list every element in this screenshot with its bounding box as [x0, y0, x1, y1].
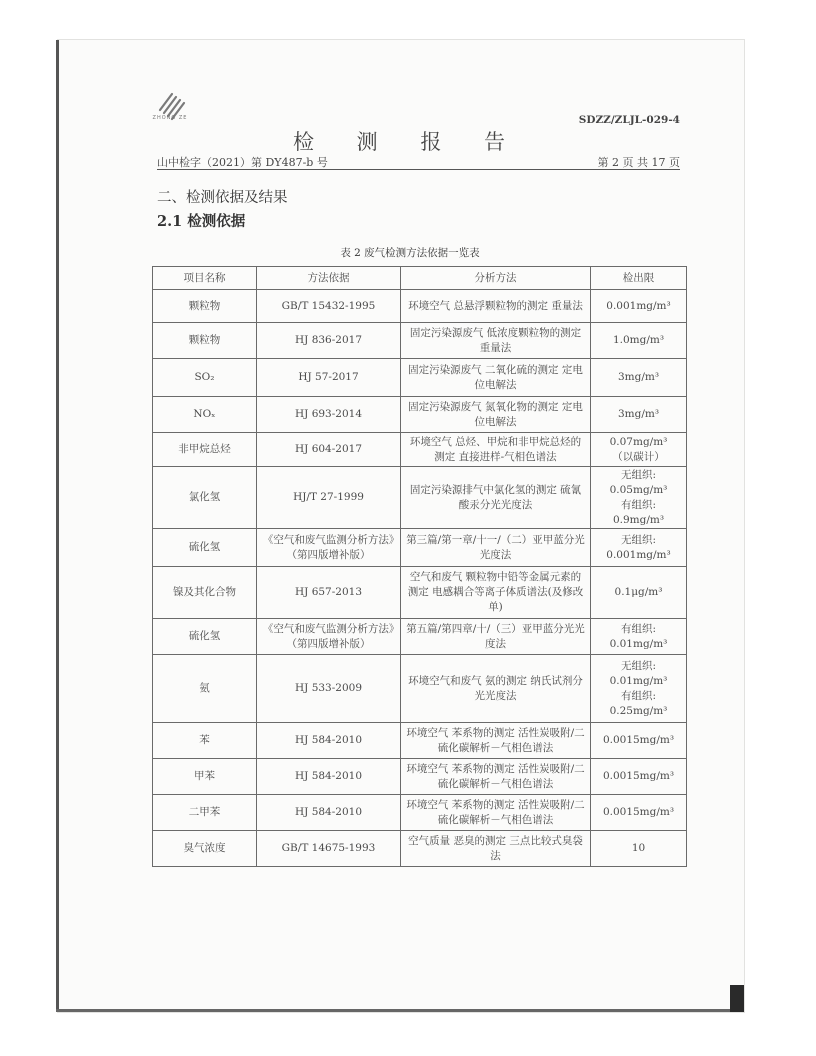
- page-edge-left: [56, 40, 59, 1012]
- standard-cell: HJ 604-2017: [257, 433, 401, 467]
- table-row: [153, 467, 687, 529]
- limit-value: 0.01mg/m³: [609, 637, 668, 650]
- limit-cell: 0.0015mg/m³: [591, 723, 687, 759]
- standard-cell: HJ 57-2017: [257, 359, 401, 397]
- header-limit: 检出限: [591, 267, 687, 290]
- limit-cell: [591, 467, 687, 529]
- limit-value: 0.25mg/m³: [609, 704, 668, 717]
- method-cell: 固定污染源废气 低浓度颗粒物的测定 重量法: [401, 323, 591, 359]
- table-row: [153, 529, 687, 567]
- item-cell: 臭气浓度: [153, 831, 257, 867]
- limit-label: 有组织:: [620, 689, 657, 702]
- document-code: SDZZ/ZLJL-029-4: [578, 114, 680, 126]
- item-cell: 镍及其化合物: [153, 567, 257, 619]
- item-cell: 颗粒物: [153, 323, 257, 359]
- item-cell: 二甲苯: [153, 795, 257, 831]
- item-cell: 苯: [153, 723, 257, 759]
- table-row: [153, 397, 687, 433]
- method-cell: 空气质量 恶臭的测定 三点比较式臭袋法: [401, 831, 591, 867]
- limit-cell: 0.1μg/m³: [591, 567, 687, 619]
- limit-cell: 3mg/m³: [591, 397, 687, 433]
- standard-cell: HJ 836-2017: [257, 323, 401, 359]
- table-row: [153, 795, 687, 831]
- limit-cell: [591, 529, 687, 567]
- item-cell: 硫化氢: [153, 619, 257, 655]
- page-edge-bottom: [56, 1009, 744, 1012]
- limit-cell: [591, 433, 687, 467]
- table-row: [153, 323, 687, 359]
- method-cell: 环境空气 苯系物的测定 活性炭吸附/二硫化碳解析－气相色谱法: [401, 795, 591, 831]
- limit-label: 无组织:: [620, 533, 657, 546]
- table-row: [153, 723, 687, 759]
- limit-cell: 10: [591, 831, 687, 867]
- subsection-title: 2.1 检测依据: [157, 213, 246, 230]
- item-cell: NOₓ: [153, 397, 257, 433]
- limit-cell: 1.0mg/m³: [591, 323, 687, 359]
- limit-label: 无组织:: [620, 468, 657, 481]
- section-title: 二、检测依据及结果: [157, 190, 288, 206]
- limit-label: 有组织:: [620, 498, 657, 511]
- report-title: 检 测 报 告: [292, 130, 524, 154]
- table-row: [153, 655, 687, 723]
- standard-cell: HJ 657-2013: [257, 567, 401, 619]
- limit-cell: 3mg/m³: [591, 359, 687, 397]
- item-cell: 非甲烷总烃: [153, 433, 257, 467]
- table-row: [153, 831, 687, 867]
- header-method: 分析方法: [401, 267, 591, 290]
- logo-text: ZHONG ZE: [152, 115, 188, 121]
- standard-cell: HJ 533-2009: [257, 655, 401, 723]
- limit-cell: [591, 619, 687, 655]
- item-cell: 甲苯: [153, 759, 257, 795]
- table-row: [153, 290, 687, 323]
- standard-cell: HJ 584-2010: [257, 723, 401, 759]
- standard-cell: 《空气和废气监测分析方法》（第四版增补版）: [257, 529, 401, 567]
- limit-cell: 0.0015mg/m³: [591, 759, 687, 795]
- standard-cell: GB/T 14675-1993: [257, 831, 401, 867]
- limit-label: 有组织:: [620, 622, 657, 635]
- limit-value: 0.001mg/m³: [606, 548, 671, 561]
- method-cell: 环境空气和废气 氨的测定 纳氏试剂分光光度法: [401, 655, 591, 723]
- table-row: [153, 359, 687, 397]
- method-cell: 固定污染源排气中氯化氢的测定 硫氰酸汞分光光度法: [401, 467, 591, 529]
- table-caption: 表 2 废气检测方法依据一览表: [340, 247, 480, 259]
- method-cell: 环境空气 总悬浮颗粒物的测定 重量法: [401, 290, 591, 323]
- method-cell: 环境空气 苯系物的测定 活性炭吸附/二硫化碳解析－气相色谱法: [401, 759, 591, 795]
- method-cell: 第五篇/第四章/十/（三）亚甲蓝分光光度法: [401, 619, 591, 655]
- table-row: [153, 433, 687, 467]
- limit-note: （以碳计）: [612, 450, 665, 463]
- limit-value: 0.01mg/m³: [609, 674, 668, 687]
- report-number: 山中检字（2021）第 DY487-b 号: [157, 156, 328, 169]
- method-cell: 第三篇/第一章/十一/（二）亚甲蓝分光光度法: [401, 529, 591, 567]
- method-cell: 环境空气 总烃、甲烷和非甲烷总烃的测定 直接进样-气相色谱法: [401, 433, 591, 467]
- table-header-row: [153, 267, 687, 290]
- standard-cell: HJ/T 27-1999: [257, 467, 401, 529]
- item-cell: 氯化氢: [153, 467, 257, 529]
- method-cell: 固定污染源废气 二氧化硫的测定 定电位电解法: [401, 359, 591, 397]
- item-cell: SO₂: [153, 359, 257, 397]
- table-row: [153, 759, 687, 795]
- limit-value: 0.07mg/m³: [609, 435, 668, 448]
- table-row: [153, 619, 687, 655]
- page-number: 第 2 页 共 17 页: [597, 156, 680, 169]
- standard-cell: 《空气和废气监测分析方法》（第四版增补版）: [257, 619, 401, 655]
- standard-cell: HJ 693-2014: [257, 397, 401, 433]
- scan-corner-mark: [730, 985, 744, 1012]
- limit-value: 0.05mg/m³: [609, 483, 668, 496]
- limit-label: 无组织:: [620, 659, 657, 672]
- item-cell: 氨: [153, 655, 257, 723]
- header-item: 项目名称: [153, 267, 257, 290]
- item-cell: 硫化氢: [153, 529, 257, 567]
- method-cell: 空气和废气 颗粒物中铅等金属元素的测定 电感耦合等离子体质谱法(及修改单): [401, 567, 591, 619]
- detection-methods-table: [152, 266, 687, 867]
- limit-cell: [591, 655, 687, 723]
- standard-cell: HJ 584-2010: [257, 759, 401, 795]
- limit-cell: 0.0015mg/m³: [591, 795, 687, 831]
- standard-cell: GB/T 15432-1995: [257, 290, 401, 323]
- standard-cell: HJ 584-2010: [257, 795, 401, 831]
- header-standard: 方法依据: [257, 267, 401, 290]
- method-cell: 环境空气 苯系物的测定 活性炭吸附/二硫化碳解析－气相色谱法: [401, 723, 591, 759]
- header-divider: [157, 169, 680, 170]
- method-cell: 固定污染源废气 氮氧化物的测定 定电位电解法: [401, 397, 591, 433]
- limit-cell: 0.001mg/m³: [591, 290, 687, 323]
- limit-value: 0.9mg/m³: [612, 513, 665, 526]
- table-row: [153, 567, 687, 619]
- item-cell: 颗粒物: [153, 290, 257, 323]
